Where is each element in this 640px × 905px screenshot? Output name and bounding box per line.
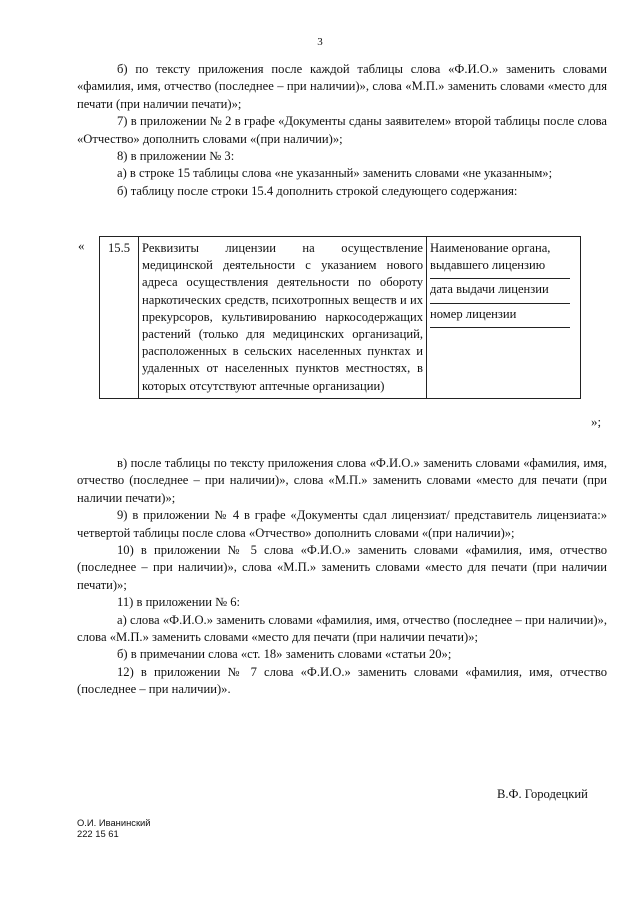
executor-name: О.И. Иванинский bbox=[77, 817, 151, 828]
amendments-bottom bbox=[77, 455, 607, 699]
close-quote: »; bbox=[591, 414, 602, 429]
paragraph: б) таблицу после строки 15.4 дополнить строкой следующего содержания: bbox=[117, 183, 518, 198]
field-issue-date bbox=[430, 281, 577, 303]
paragraph: в) после таблицы по тексту приложения слова «Ф.И.О.» заменить словами «фамилия, имя, отчество (последнее – при наличии)», слова «М.П.» заменить словами «место для печати (при наличии печати)»; bbox=[77, 456, 607, 505]
paragraph: 8) в приложении № 3: bbox=[117, 149, 235, 164]
requisites-cell: Реквизиты лицензии на осуществление медицинской деятельности с указанием нового адреса осуществления деятельности по обороту наркотических средств, психотропных веществ и их прекурсоров, культивированию наркосодержащих растений (только для медицинских организаций, расположенных в сельских населенных пунктах и удаленных от населенных пунктов местностях, в которых отсутствуют аптечные организации) bbox=[139, 237, 427, 399]
amendments-top bbox=[77, 61, 607, 200]
paragraph: 11) в приложении № 6: bbox=[117, 595, 241, 610]
paragraph: 12) в приложении № 7 слова «Ф.И.О.» заменить словами «фамилия, имя, отчество (последнее – при наличии)». bbox=[77, 664, 607, 697]
fill-line bbox=[430, 278, 570, 279]
paragraph: б) по тексту приложения после каждой таблицы слова «Ф.И.О.» заменить словами «фамилия, имя, отчество (последнее – при наличии)», слова «М.П.» заменить словами «место для печати (при наличии печати)»; bbox=[77, 62, 607, 111]
fields-cell bbox=[427, 237, 581, 399]
field-license-number bbox=[430, 306, 577, 328]
paragraph: 10) в приложении № 5 слова «Ф.И.О.» заменить словами «фамилия, имя, отчество (последнее – при наличии)», слова «М.П.» заменить словами «место для печати (при наличии печати)»; bbox=[77, 543, 607, 592]
open-quote: « bbox=[78, 238, 85, 253]
executor-phone: 222 15 61 bbox=[77, 828, 119, 839]
paragraph: а) слова «Ф.И.О.» заменить словами «фамилия, имя, отчество (последнее – при наличии)», слова «М.П.» заменить словами «место для печати (при наличии печати)»; bbox=[77, 612, 607, 645]
inserted-table-block bbox=[70, 236, 610, 436]
table-row bbox=[100, 237, 581, 399]
paragraph: 7) в приложении № 2 в графе «Документы сданы заявителем» второй таблицы после слова «Отчество» дополнить словами «(при наличии)»; bbox=[77, 114, 607, 146]
field-label: дата выдачи лицензии bbox=[430, 282, 549, 297]
paragraph: а) в строке 15 таблицы слова «не указанный» заменить словами «не указанным»; bbox=[117, 166, 553, 181]
paragraph: 9) в приложении № 4 в графе «Документы сдал лицензиат/ представитель лицензиата:» четвертой таблицы после слова «Отчество» дополнить словами «(при наличии)»; bbox=[77, 508, 607, 540]
signature-name: В.Ф. Городецкий bbox=[497, 787, 588, 801]
inserted-table bbox=[99, 236, 581, 399]
row-number-cell: 15.5 bbox=[100, 237, 139, 399]
field-label: номер лицензии bbox=[430, 306, 517, 321]
executor-block bbox=[77, 817, 151, 839]
paragraph: б) в примечании слова «ст. 18» заменить словами «статьи 20»; bbox=[117, 647, 452, 662]
fill-line bbox=[430, 303, 570, 304]
fill-line bbox=[430, 327, 570, 328]
page-number: 3 bbox=[317, 36, 323, 48]
field-label: Наименование органа, выдавшего лицензию bbox=[430, 241, 551, 273]
field-issuing-authority bbox=[430, 240, 577, 279]
